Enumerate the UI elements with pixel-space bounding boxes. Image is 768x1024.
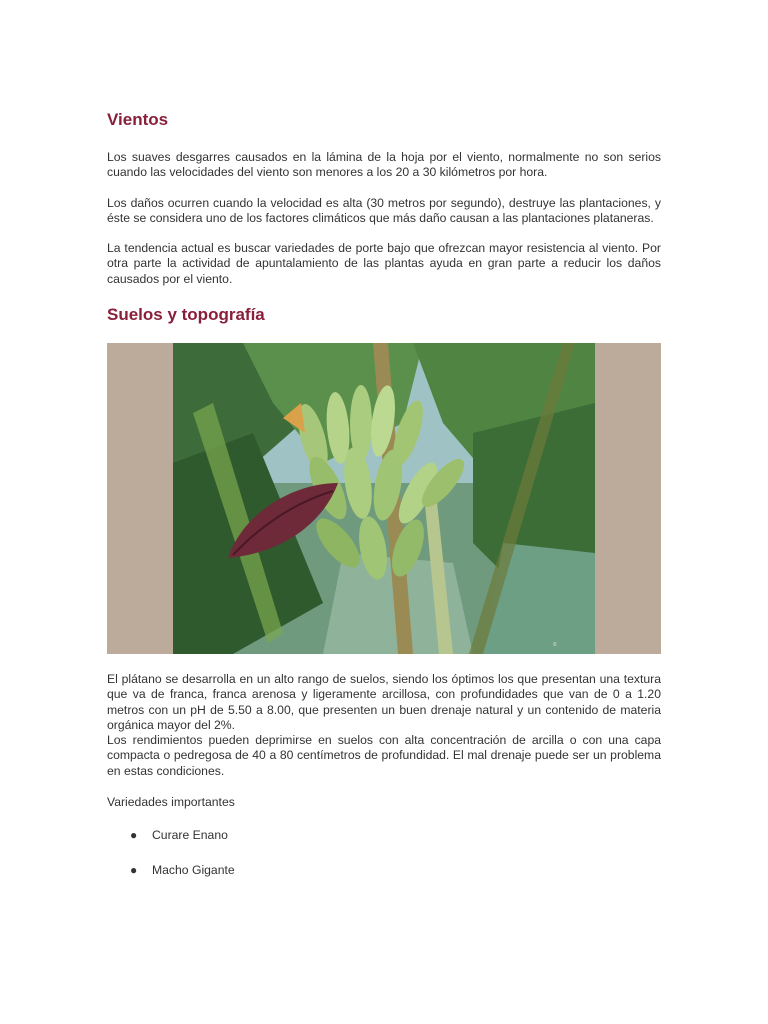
banana-plant-photo: [107, 343, 661, 654]
banana-bunch-image: [173, 343, 595, 654]
varieties-heading: Variedades importantes: [107, 795, 235, 809]
list-item-label: Macho Gigante: [152, 863, 235, 877]
paragraph-suelos-2: Los rendimientos pueden deprimirse en suelos con alta concentración de arcilla o con una capa compacta o pedregosa de 40 a 80 centímetros de profundidad. El mal drenaje puede ser un problema en estas condiciones.: [107, 733, 661, 778]
paragraph-suelos-1: El plátano se desarrolla en un alto rango de suelos, siendo los óptimos los que presentan una textura que va de franca, franca arenosa y ligeramente arcillosa, con profundidades que van de 0 a 1.20 metros con un pH de 5.50 a 8.00, que presenten un buen drenaje natural y un contenido de materia orgánica mayor del 2%.: [107, 672, 661, 732]
list-item: [127, 863, 235, 878]
list-item-label: Curare Enano: [152, 828, 228, 842]
section-heading-vientos: Vientos: [107, 110, 169, 129]
paragraph-vientos-3: La tendencia actual es buscar variedades de porte bajo que ofrezcan mayor resistencia al viento. Por otra parte la actividad de apuntalamiento de las plantas ayuda en gran parte a reducir los daños causados por el viento.: [107, 241, 661, 286]
bullet-icon: ●: [130, 863, 138, 877]
section-heading-suelos: Suelos y topografía: [107, 305, 265, 324]
varieties-list: [127, 828, 235, 878]
svg-text:©: ©: [553, 642, 557, 648]
paragraph-vientos-2: Los daños ocurren cuando la velocidad es alta (30 metros por segundo), destruye las plantaciones, y éste se considera uno de los factores climáticos que más daño causan a las plantaciones plataneras.: [107, 196, 661, 226]
paragraph-vientos-1: Los suaves desgarres causados en la lámina de la hoja por el viento, normalmente no son serios cuando las velocidades del viento son menores a los 20 a 30 kilómetros por hora.: [107, 150, 661, 180]
bullet-icon: ●: [130, 828, 138, 842]
list-item: [127, 828, 235, 843]
